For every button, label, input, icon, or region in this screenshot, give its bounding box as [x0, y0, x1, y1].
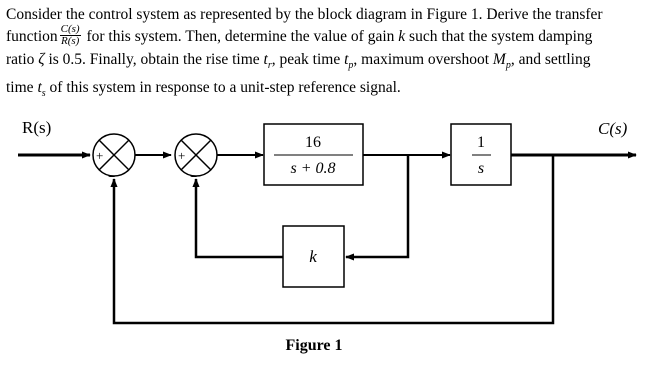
- line2-text: for this system. Then, determine the value of gain: [82, 28, 399, 46]
- sum1-plus-sign: +: [96, 148, 104, 163]
- input-label: R(s): [22, 118, 52, 137]
- line3-c: , peak time: [271, 51, 345, 68]
- line3-e: , and settling: [510, 51, 591, 68]
- gain-to-sum2-path: [196, 179, 283, 257]
- plant-numerator: 16: [305, 134, 321, 151]
- plant-denominator: s + 0.8: [290, 160, 336, 177]
- gain-variable: k: [398, 28, 406, 46]
- peak-time-sub: p: [348, 60, 354, 72]
- settling-time-symbol: t: [37, 79, 42, 97]
- line3-b: is 0.5. Finally, obtain the rise time: [44, 51, 264, 68]
- line4-b: of this system in response to a unit-step reference signal.: [45, 79, 401, 97]
- integrator-numerator: 1: [477, 134, 485, 151]
- gain-block: [283, 226, 344, 287]
- output-label: C(s): [598, 119, 628, 138]
- overshoot-symbol: M: [492, 51, 506, 68]
- line3-a: ratio: [6, 51, 39, 68]
- integrator-denominator: s: [477, 160, 485, 177]
- rise-time-sub: r: [267, 60, 272, 72]
- zeta-symbol: ζ: [38, 51, 45, 68]
- fraction-numerator: C(s): [60, 23, 80, 35]
- fraction-denominator: R(s): [60, 35, 80, 47]
- sum1-minus-sign: −: [108, 169, 116, 184]
- function-word: function: [6, 28, 58, 46]
- integrator-block: [451, 124, 511, 185]
- summing-junction-1: [93, 134, 135, 184]
- figure-caption: Figure 1: [285, 337, 343, 354]
- line2-end: such that the system damping: [405, 28, 593, 46]
- overshoot-sub: p: [505, 60, 511, 72]
- sum2-minus-sign: −: [190, 169, 198, 184]
- gain-label: k: [309, 247, 317, 266]
- problem-line-1: Consider the control system as represented by the block diagram in Figure 1. Derive the transfer: [6, 6, 603, 23]
- line4-a: time: [6, 79, 38, 97]
- settling-time-sub: s: [41, 88, 46, 100]
- rise-time-symbol: t: [263, 51, 268, 68]
- summing-junction-2: [175, 134, 217, 184]
- sum2-plus-sign: +: [178, 148, 186, 163]
- line3-d: , maximum overshoot: [353, 51, 493, 68]
- plant-block: [264, 124, 363, 185]
- peak-time-symbol: t: [344, 51, 349, 68]
